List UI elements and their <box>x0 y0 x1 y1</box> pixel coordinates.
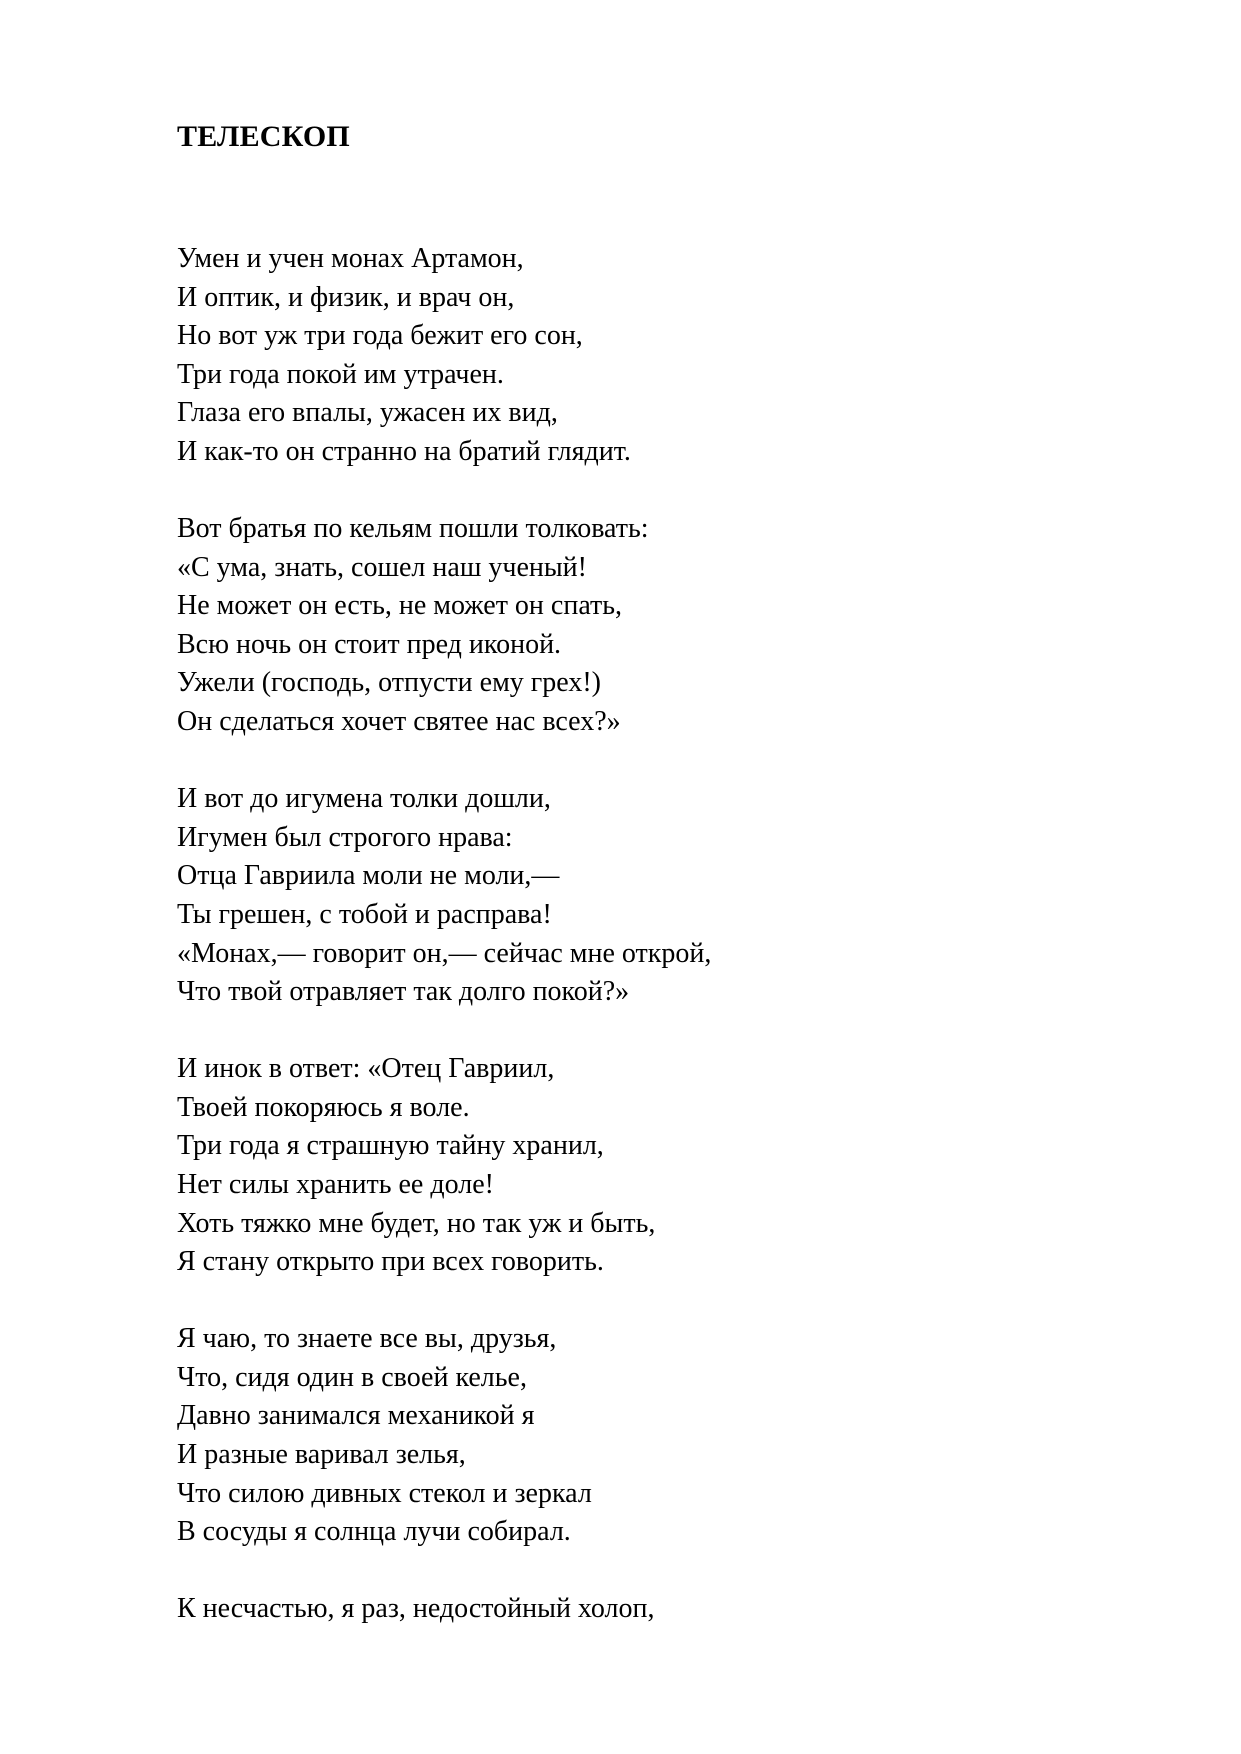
poem-line: И оптик, и физик, и врач он, <box>177 281 515 313</box>
poem-line: Отца Гавриила моли не моли,— <box>177 860 560 892</box>
stanza <box>177 780 1177 1012</box>
stanza <box>177 1320 1177 1552</box>
poem-line: Глаза его впалы, ужасен их вид, <box>177 397 558 429</box>
poem-line: Вот братья по кельям пошли толковать: <box>177 513 649 545</box>
poem-line: К несчастью, я раз, недостойный холоп, <box>177 1593 655 1625</box>
poem-line: Ужели (господь, отпусти ему грех!) <box>177 667 601 699</box>
poem-line: «С ума, знать, сошел наш ученый! <box>177 551 587 583</box>
poem-line: И вот до игумена толки дошли, <box>177 783 551 815</box>
poem-line: Умен и учен монах Артамон, <box>177 243 524 274</box>
poem-line: Давно занимался механикой я <box>177 1400 535 1432</box>
poem-line: «Монах,— говорит он,— сейчас мне открой, <box>177 937 712 969</box>
poem-body <box>177 240 1177 1667</box>
poem-line: И разные варивал зелья, <box>177 1439 466 1471</box>
poem-line: В сосуды я солнца лучи собирал. <box>177 1516 571 1548</box>
poem-line: Он сделаться хочет святее нас всех?» <box>177 706 621 738</box>
poem-line: Что силою дивных стекол и зеркал <box>177 1477 592 1509</box>
stanza <box>177 510 1177 742</box>
poem-line: Хоть тяжко мне будет, но так уж и быть, <box>177 1207 656 1239</box>
stanza <box>177 1050 1177 1282</box>
poem-line: И инок в ответ: «Отец Гавриил, <box>177 1053 555 1085</box>
poem-line: Ты грешен, с тобой и расправа! <box>177 898 552 930</box>
poem-line: Но вот уж три года бежит его сон, <box>177 320 583 352</box>
poem-line: Я стану открыто при всех говорить. <box>177 1246 604 1278</box>
poem-line: Три года я страшную тайну хранил, <box>177 1130 604 1162</box>
poem-line: И как-то он странно на братий глядит. <box>177 435 631 467</box>
poem-line: Что, сидя один в своей келье, <box>177 1361 527 1393</box>
poem-line: Твоей покоряюсь я воле. <box>177 1091 470 1123</box>
poem-line: Игумен был строгого нрава: <box>177 821 513 853</box>
poem-line: Всю ночь он стоит пред иконой. <box>177 628 562 660</box>
poem-line: Нет силы хранить ее доле! <box>177 1168 494 1200</box>
poem-line: Не может он есть, не может он спать, <box>177 590 623 622</box>
poem-title: ТЕЛЕСКОП <box>177 120 350 153</box>
poem-line: Что твой отравляет так долго покой?» <box>177 976 630 1008</box>
stanza <box>177 1590 1177 1629</box>
poem-line: Я чаю, то знаете все вы, друзья, <box>177 1323 557 1355</box>
poem-line: Три года покой им утрачен. <box>177 358 504 390</box>
stanza <box>177 240 1177 472</box>
